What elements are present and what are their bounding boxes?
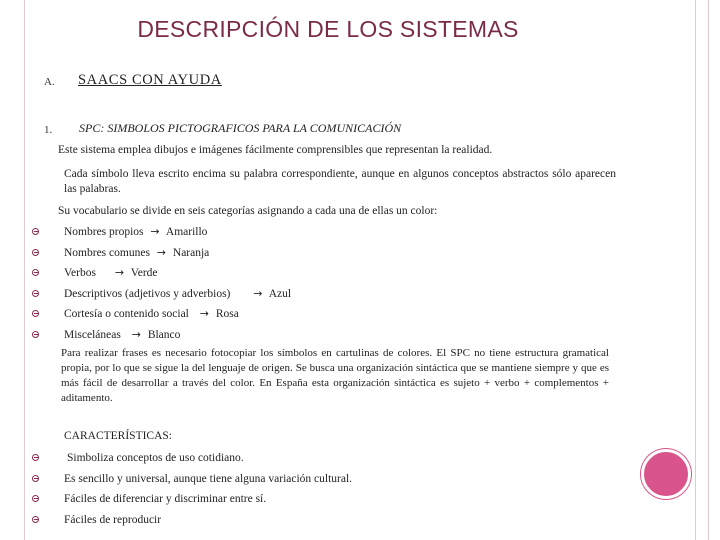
list-item <box>32 284 291 305</box>
bullet-icon <box>32 516 39 523</box>
list-item <box>32 325 291 346</box>
bullet-icon <box>32 495 39 502</box>
bullet-icon <box>32 269 39 276</box>
bullet-icon <box>32 290 39 297</box>
arrow-right-icon: → <box>253 286 263 300</box>
list-item <box>32 243 291 264</box>
list-item <box>32 510 352 531</box>
paragraph-phrases: Para realizar frases es necesario fotocopiar los símbolos en cartulinas de colores. El SPC no tiene estructura gramatical propia, por lo que se sigue la del lenguaje de origen. Se busca una organización sintáctica que se mantiene siempre y que es más fácil de desarrollar a través del color. En España esta organización sintáctica es sujeto + verbo + complementos + aditamento. <box>61 347 609 404</box>
list-item <box>32 304 291 325</box>
list-item <box>32 469 352 490</box>
paragraph-vocabulary: Su vocabulario se divide en seis categorías asignando a cada una de ellas un color: <box>58 205 438 217</box>
characteristics-heading: CARACTERÍSTICAS: <box>64 430 172 442</box>
section-a-heading: SAACS CON AYUDA <box>78 72 222 88</box>
category-color: Azul <box>268 287 292 300</box>
category-name: Nombres comunes <box>64 246 150 259</box>
bullet-icon <box>32 310 39 317</box>
bullet-icon <box>32 475 39 482</box>
characteristic-text: Fáciles de reproducir <box>64 513 162 526</box>
characteristic-text: Fáciles de diferenciar y discriminar entre sí. <box>64 493 267 505</box>
decorative-circle <box>641 449 691 499</box>
arrow-right-icon: → <box>131 327 141 341</box>
right-rule <box>708 0 709 540</box>
category-list <box>32 222 291 345</box>
category-color: Amarillo <box>165 226 208 238</box>
characteristic-text: Es sencillo y universal, aunque tiene alguna variación cultural. <box>64 472 353 485</box>
list-item <box>32 448 352 469</box>
arrow-right-icon: → <box>150 225 160 238</box>
category-color: Blanco <box>147 328 181 341</box>
arrow-right-icon: → <box>199 307 209 320</box>
category-name: Descriptivos (adjetivos y adverbios) <box>64 287 231 300</box>
paragraph-intro: Este sistema emplea dibujos e imágenes fácilmente comprensibles que representan la realidad. <box>58 144 493 156</box>
page-title: DESCRIPCIÓN DE LOS SISTEMAS <box>137 16 519 42</box>
list-item <box>32 489 352 510</box>
bullet-icon <box>32 454 39 461</box>
category-color: Verde <box>130 267 158 279</box>
section-1-heading: SPC: SIMBOLOS PICTOGRAFICOS PARA LA COMUNICACIÓN <box>79 121 402 135</box>
characteristics-list <box>32 448 352 530</box>
category-name: Verbos <box>64 267 96 279</box>
category-name: Nombres propios <box>64 226 144 238</box>
category-color: Naranja <box>172 246 210 259</box>
characteristic-text: Simboliza conceptos de uso cotidiano. <box>67 452 244 464</box>
arrow-right-icon: → <box>156 245 167 259</box>
category-name: Misceláneas <box>64 328 121 341</box>
section-a-marker: A. <box>44 76 55 88</box>
bullet-icon <box>32 331 39 338</box>
arrow-right-icon: → <box>114 266 125 279</box>
list-item <box>32 263 291 284</box>
section-1-marker: 1. <box>44 124 53 136</box>
bullet-icon <box>32 249 39 256</box>
paragraph-symbols: Cada símbolo lleva escrito encima su palabra correspondiente, aunque en algunos conceptos abstractos sólo aparecen las palabras. <box>64 168 616 195</box>
category-name: Cortesía o contenido social <box>64 308 189 320</box>
bullet-icon <box>32 228 39 235</box>
list-item <box>32 222 291 243</box>
category-color: Rosa <box>215 308 239 320</box>
